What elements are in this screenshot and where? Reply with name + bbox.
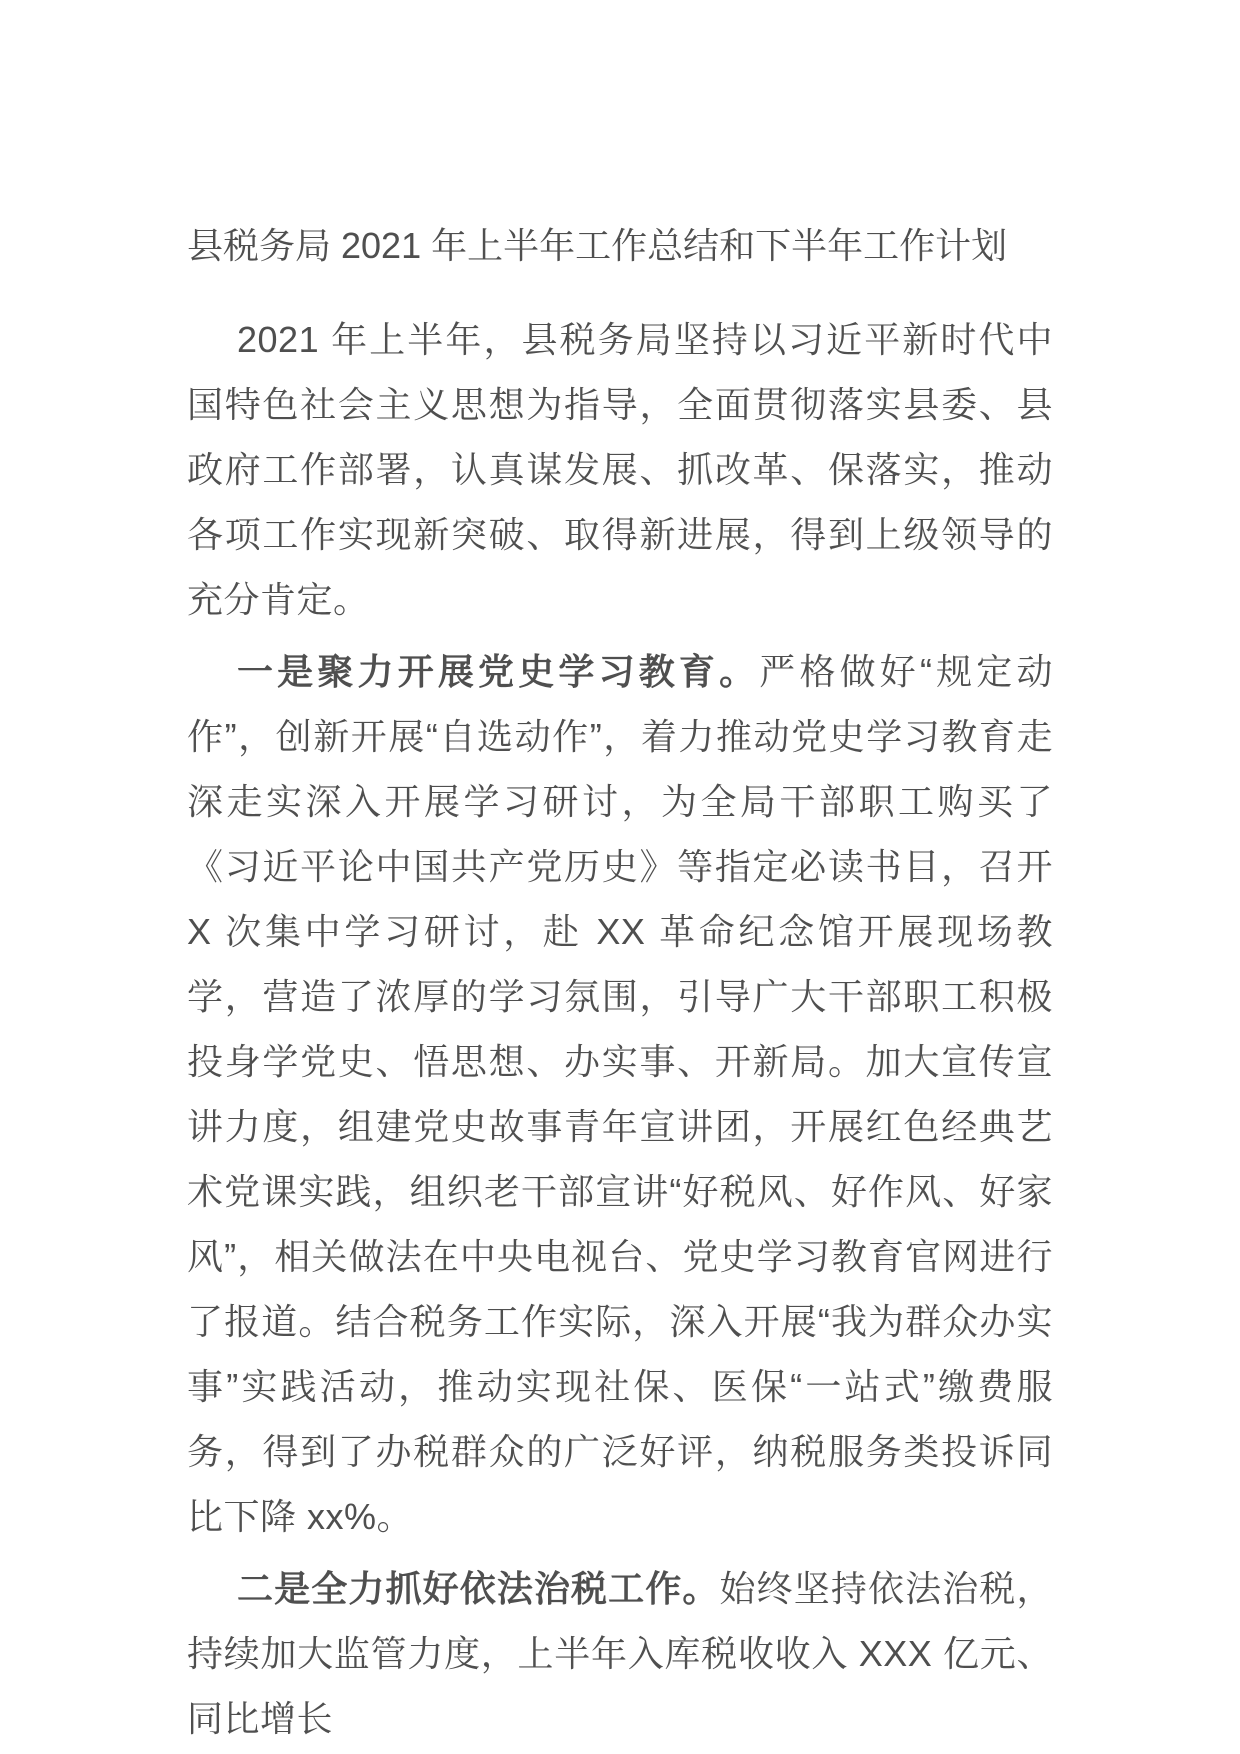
paragraph-intro: [187, 307, 1053, 632]
paragraph-section-2: [187, 1556, 1053, 1751]
paragraph-section-2-lead: 二是全力抓好依法治税工作。: [237, 1568, 720, 1609]
paragraph-section-1: [187, 639, 1053, 1549]
paragraph-intro-text: 2021 年上半年，县税务局坚持以习近平新时代中国特色社会主义思想为指导，全面贯彻落实县委、县政府工作部署，认真谋发展、抓改革、保落实，推动各项工作实现新突破、取得新进展，得到上级领导的充分肯定。: [187, 319, 1053, 620]
document-title: 县税务局 2021 年上半年工作总结和下半年工作计划: [187, 225, 1008, 266]
paragraph-section-2-text: 始终坚持依法治税，持续加大监管力度，上半年入库税收收入 XXX 亿元、同比增长: [187, 1568, 1053, 1739]
paragraph-section-1-text: 严格做好“规定动作”，创新开展“自选动作”，着力推动党史学习教育走深走实深入开展学习研讨，为全局干部职工购买了《习近平论中国共产党历史》等指定必读书目，召开 X 次集中学习研讨，赴 XX 革命纪念馆开展现场教学，营造了浓厚的学习氛围，引导广大干部职工积极投身学党史、悟思想、办实事、开新局。加大宣传宣讲力度，组建党史故事青年宣讲团，开展红色经典艺术党课实践，组织老干部宣讲“好税风、好作风、好家风”，相关做法在中央电视台、党史学习教育官网进行了报道。结合税务工作实际，深入开展“我为群众办实事”实践活动，推动实现社保、医保“一站式”缴费服务，得到了办税群众的广泛好评，纳税服务类投诉同比下降 xx%。: [187, 651, 1053, 1537]
paragraph-section-1-lead: 一是聚力开展党史学习教育。: [237, 651, 760, 692]
